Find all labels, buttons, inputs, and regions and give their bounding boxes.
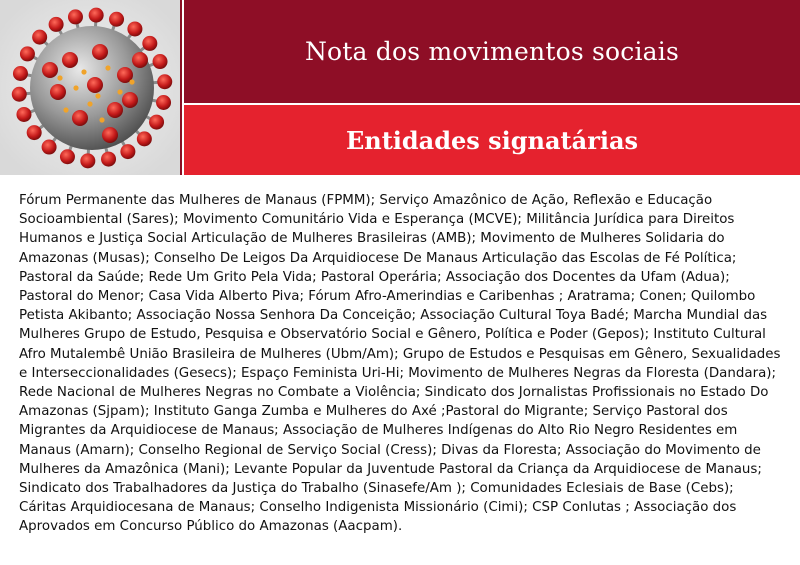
coronavirus-icon: [0, 0, 180, 175]
spike-head: [142, 36, 157, 51]
title-band: [184, 0, 800, 103]
spike-head: [72, 110, 88, 126]
spike-head: [50, 84, 66, 100]
protein-dot: [73, 85, 78, 90]
spike-head: [27, 125, 42, 140]
protein-dot: [105, 65, 110, 70]
spike-head: [109, 12, 124, 27]
protein-dot: [95, 93, 100, 98]
spike-head: [13, 66, 28, 81]
spike-head: [42, 62, 58, 78]
protein-dot: [117, 89, 122, 94]
spike-head: [49, 17, 64, 32]
coronavirus-image: [0, 0, 182, 175]
spike-head: [101, 152, 116, 167]
spike-head: [12, 87, 27, 102]
header-banner: [0, 0, 800, 175]
spike-head: [80, 153, 95, 168]
spike-head: [102, 127, 118, 143]
spike-head: [87, 77, 103, 93]
page-title: Nota dos movimentos sociais: [304, 37, 679, 66]
spike-head: [149, 115, 164, 130]
protein-dot: [87, 101, 92, 106]
spike-head: [156, 95, 171, 110]
spike-head: [127, 21, 142, 36]
protein-dot: [63, 107, 68, 112]
section-heading: Entidades signatárias: [345, 125, 639, 155]
spike-head: [32, 30, 47, 45]
spike-head: [92, 44, 108, 60]
spike-head: [132, 52, 148, 68]
spike-head: [89, 8, 104, 23]
protein-dot: [57, 75, 62, 80]
spike-head: [16, 107, 31, 122]
spike-head: [137, 131, 152, 146]
protein-dot: [129, 79, 134, 84]
spike-head: [60, 149, 75, 164]
spike-head: [42, 140, 57, 155]
spike-head: [107, 102, 123, 118]
spike-head: [20, 46, 35, 61]
spike-head: [122, 92, 138, 108]
spike-head: [62, 52, 78, 68]
protein-dot: [81, 69, 86, 74]
spike-head: [157, 74, 172, 89]
protein-dot: [99, 117, 104, 122]
spike-head: [153, 54, 168, 69]
spike-head: [120, 144, 135, 159]
spike-head: [68, 9, 83, 24]
signatories-paragraph: Fórum Permanente das Mulheres de Manaus (FPMM); Serviço Amazônico de Ação, Reflexão e Educação Socioambiental (Sares); Movimento Comunitário Vida e Esperança (MCVE); Militância Jurídica para Direitos Humanos e Justiça Social Articulação de Mulheres Brasileiras (AMB); Movimento de Mulheres Solidaria do Amazonas (Musas); Conselho De Leigos Da Arquidiocese De Manaus Articulação das Escolas de Fé Política; Pastoral da Saúde; Rede Um Grito Pela Vida; Pastoral Operária; Associação dos Docentes da Ufam (Adua); Pastoral do Menor; Casa Vida Alberto Piva; Fórum Afro-Amerindias e Caribenhas ; Aratrama; Conen; Quilombo Petista Akibanto; Associação Nossa Senhora Da Conceição; Associação Cultural Toya Badé; Marcha Mundial das Mulheres Grupo de Estudo, Pesquisa e Observatório Social e Gênero, Política e Poder (Gepos); Instituto Cultural Afro Mutalembê União Brasileira de Mulheres (Ubm/Am); Grupo de Estudos e Pesquisas em Gênero, Sexualidades e Interseccionalidades (Gesecs); Espaço Feminista Uri-Hi; Movimento de Mulheres Negras da Floresta (Dandara); Rede Nacional de Mulheres Negras no Combate a Violência; Sindicato dos Jornalistas Profissionais no Estado Do Amazonas (Sjpam); Instituto Ganga Zumba e Mulheres do Axé ;Pastoral do Migrante; Serviço Pastoral dos Migrantes da Arquidiocese de Manaus; Associação de Mulheres Indígenas do Alto Rio Negro Residentes em Manaus (Amarn); Conselho Regional de Serviço Social (Cress); Divas da Floresta; Associação do Movimento de Mulheres da Amazônica (Mani); Levante Popular da Juventude Pastoral da Criança da Arquidiocese de Manaus; Sindicato dos Trabalhadores da Justiça do Trabalho (Sinasefe/Am ); Comunidades Eclesiais de Base (Cebs); Cáritas Arquidiocesana de Manaus; Conselho Indigenista Missionário (Cimi); CSP Conlutas ; Associação dos Aprovados em Concurso Público do Amazonas (Aacpam).: [19, 193, 781, 535]
subtitle-band: [184, 105, 800, 175]
